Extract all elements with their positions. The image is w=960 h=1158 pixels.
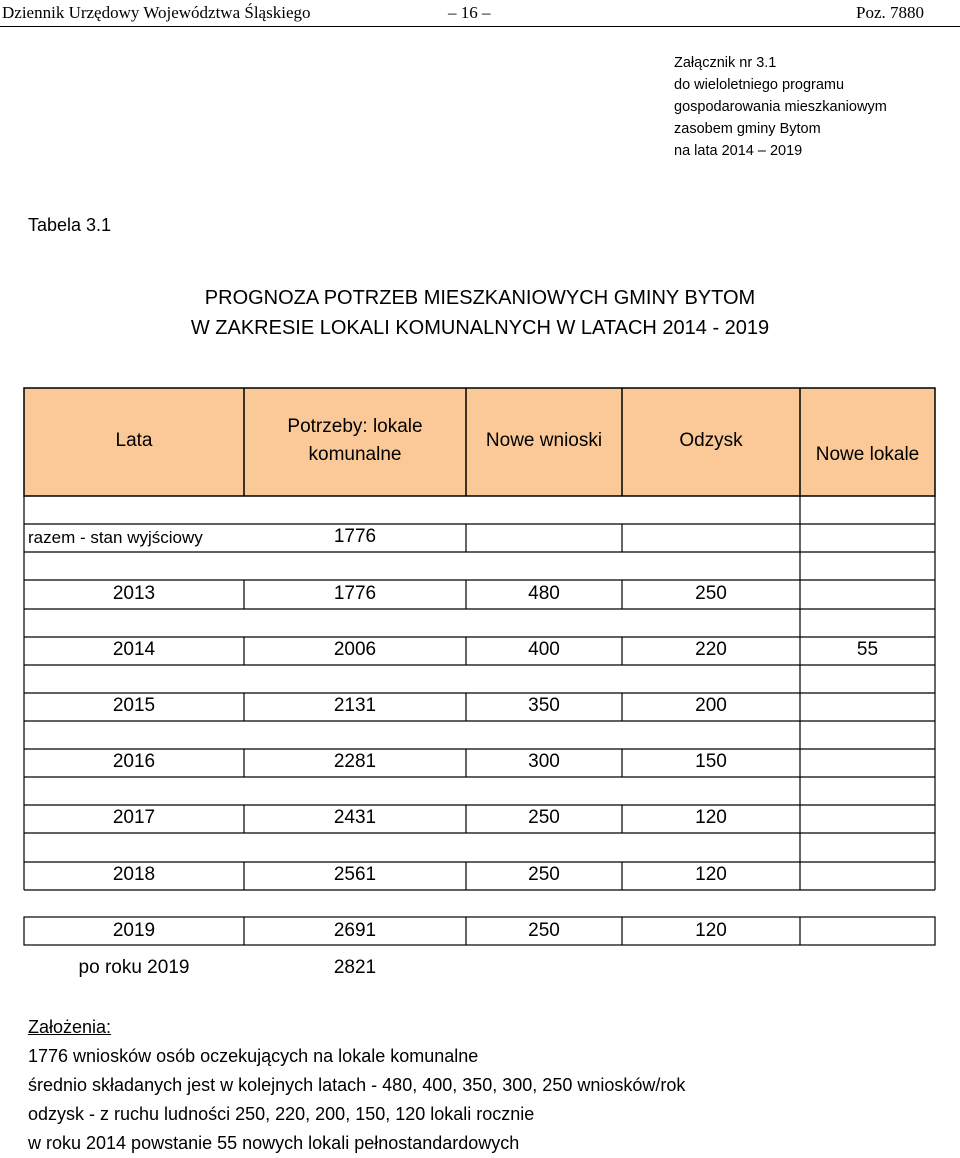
cell-recovery: 250 (695, 583, 727, 604)
cell-needs: 2431 (333, 807, 377, 828)
annex-line: gospodarowania mieszkaniowym (674, 99, 887, 115)
cell-needs: 1776 (333, 583, 377, 604)
page-title: PROGNOZA POTRZEB MIESZKANIOWYCH GMINY BYTOM (204, 287, 756, 309)
assumption-line: odzysk - z ruchu ludności 250, 220, 200, 150, 120 lokali rocznie (28, 1104, 535, 1124)
row-year: 2014 (112, 639, 156, 660)
cell-needs: 2131 (333, 695, 377, 716)
cell-needs: 1776 (333, 526, 377, 547)
cell-new-requests: 250 (528, 920, 560, 941)
row-year: 2017 (112, 807, 156, 828)
column-header-potrzeby-line2: komunalne (308, 444, 402, 465)
position-number: Poz. 7880 (856, 3, 924, 22)
cell-recovery: 120 (695, 807, 727, 828)
page-number: – 16 – (448, 3, 491, 22)
cell-recovery: 200 (695, 695, 727, 716)
cell-new-requests: 480 (528, 583, 560, 604)
cell-new-requests: 350 (528, 695, 560, 716)
cell-recovery: 220 (695, 639, 727, 660)
cell-needs: 2561 (333, 864, 377, 885)
cell-new-requests: 250 (528, 807, 560, 828)
assumption-line: średnio składanych jest w kolejnych latach - 480, 400, 350, 300, 250 wniosków/rok (28, 1075, 686, 1095)
column-header-potrzeby (244, 413, 466, 469)
cell-new-units: 55 (856, 639, 879, 660)
cell-needs: 2281 (333, 751, 377, 772)
cell-new-requests: 300 (528, 751, 560, 772)
column-header-lata: Lata (115, 430, 153, 451)
annex-line: zasobem gminy Bytom (674, 121, 821, 137)
cell-needs: 2691 (333, 920, 377, 941)
column-header-odzysk: Odzysk (679, 430, 743, 451)
table-label: Tabela 3.1 (28, 215, 112, 235)
row-label: razem - stan wyjściowy (28, 528, 203, 547)
row-year: 2018 (112, 864, 156, 885)
row-year: 2013 (112, 583, 156, 604)
cell-new-requests: 250 (528, 864, 560, 885)
assumptions-heading: Założenia: (28, 1017, 112, 1037)
row-year: 2016 (112, 751, 156, 772)
cell-recovery: 150 (695, 751, 727, 772)
journal-title: Dziennik Urzędowy Województwa Śląskiego (2, 3, 311, 22)
cell-recovery: 120 (695, 920, 727, 941)
cell-new-requests: 400 (528, 639, 560, 660)
column-header-nowe-lokale: Nowe lokale (815, 444, 920, 465)
assumption-line: 1776 wniosków osób oczekujących na lokale komunalne (28, 1046, 479, 1066)
row-year: 2019 (112, 920, 156, 941)
column-header-potrzeby-line1: Potrzeby: lokale (287, 416, 423, 437)
annex-line: do wieloletniego programu (674, 77, 845, 93)
annex-line: na lata 2014 – 2019 (674, 143, 803, 159)
row-year: 2015 (112, 695, 156, 716)
cell-needs: 2006 (333, 639, 377, 660)
column-header-nowe-wnioski: Nowe wnioski (485, 430, 603, 451)
annex-line: Załącznik nr 3.1 (674, 55, 777, 71)
row-year: po roku 2019 (78, 957, 190, 978)
page-subtitle: W ZAKRESIE LOKALI KOMUNALNYCH W LATACH 2014 - 2019 (190, 317, 770, 339)
assumptions (28, 1013, 685, 1158)
cell-needs: 2821 (333, 957, 377, 978)
assumption-line: w roku 2014 powstanie 55 nowych lokali pełnostandardowych (28, 1133, 520, 1153)
cell-recovery: 120 (695, 864, 727, 885)
